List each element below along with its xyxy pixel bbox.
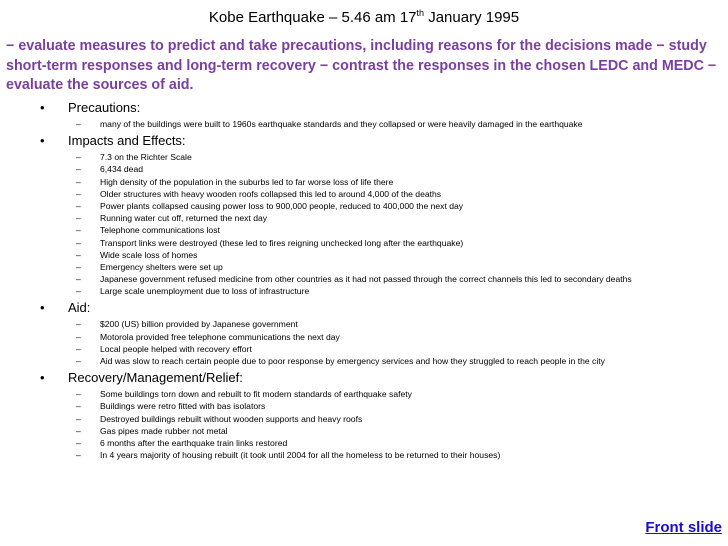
dash-bullet-icon: – [76,389,81,400]
dash-bullet-icon: – [76,401,81,412]
list-item-text: 6,434 dead [100,164,144,175]
front-slide-link[interactable]: Front slide [645,519,722,536]
list-item [0,118,728,130]
list-item-text: Large scale unemployment due to loss of infrastructure [100,286,310,297]
list-item-text: Running water cut off, returned the next day [100,213,268,224]
dash-bullet-icon: – [76,261,81,272]
learning-objective: − evaluate measures to predict and take precautions, including reasons for the decisions made − study short-term responses and long-term recovery − contrast the responses in the chosen LEDC and MEDC − evaluate the sources of aid. [6,38,717,93]
dash-bullet-icon: – [76,200,81,211]
list-item [0,151,728,163]
section-heading-label: Precautions: [68,100,141,115]
list-item [0,188,728,200]
bullet-icon: • [40,300,45,316]
section-heading-label: Aid: [68,300,91,316]
list-item-text: In 4 years majority of housing rebuilt (it took until 2004 for all the homeless to be returned to their houses) [100,450,501,461]
dash-bullet-icon: – [76,225,81,236]
list-item-text: Aid was slow to reach certain people due to poor response by emergency services and how they struggled to reach people in the city [100,356,605,366]
list-item [0,200,728,212]
list-item [0,273,728,285]
list-item-text: 6 months after the earthquake train links restored [100,437,288,448]
dash-bullet-icon: – [76,437,81,448]
dash-bullet-icon: – [76,119,81,129]
section-heading [0,367,728,388]
list-item-text: Buildings were retro fitted with bas isolators [100,401,266,412]
list-item-text: High density of the population in the suburbs led to far worse loss of life there [100,176,394,187]
dash-bullet-icon: – [76,188,81,199]
slide-outline [0,97,728,461]
dash-bullet-icon: – [76,213,81,224]
list-item-text: Power plants collapsed causing power loss to 900,000 people, reduced to 400,000 the next day [100,200,464,211]
list-item [0,212,728,224]
dash-bullet-icon: – [76,319,81,330]
list-item [0,237,728,249]
list-item [0,176,728,188]
list-item-text: Telephone communications lost [100,225,220,236]
list-item [0,437,728,449]
list-item [0,355,728,367]
list-item-text: Wide scale loss of homes [100,249,198,260]
bullet-icon: • [40,370,45,386]
dash-bullet-icon: – [76,331,81,342]
list-item-text: many of the buildings were built to 1960s earthquake standards and they collapsed or were heavily damaged in the earthquake [100,119,583,129]
list-item [0,388,728,400]
list-item [0,331,728,343]
list-item-text: Transport links were destroyed (these led to fires reigning unchecked long after the earthquake) [100,237,464,248]
list-item [0,413,728,425]
list-item-text: Gas pipes made rubber not metal [100,425,228,436]
list-item [0,449,728,461]
section-heading-label: Impacts and Effects: [68,133,186,149]
list-item [0,425,728,437]
dash-bullet-icon: – [76,425,81,436]
list-item-text: $200 (US) billion provided by Japanese government [100,319,298,330]
dash-bullet-icon: – [76,286,81,297]
bullet-icon: • [40,100,45,115]
list-item-text: Older structures with heavy wooden roofs collapsed this led to around 4,000 of the deaths [100,188,442,199]
title-main: Kobe Earthquake – 5.46 am 17 [208,9,417,26]
dash-bullet-icon: – [76,164,81,175]
dash-bullet-icon: – [76,450,81,461]
list-item-text: 7.3 on the Richter Scale [100,152,192,163]
list-item [0,249,728,261]
section-heading-label: Recovery/Management/Relief: [68,370,243,386]
list-item [0,400,728,412]
slide-title [0,8,728,28]
list-item-text: Emergency shelters were set up [100,261,223,272]
list-item [0,163,728,175]
dash-bullet-icon: – [76,152,81,163]
list-item [0,261,728,273]
dash-bullet-icon: – [76,413,81,424]
dash-bullet-icon: – [76,176,81,187]
section-heading [0,297,728,318]
title-rest: January 1995 [424,9,520,26]
list-item [0,224,728,236]
dash-bullet-icon: – [76,343,81,354]
title-superscript: th [416,8,425,18]
list-item-text: Destroyed buildings rebuilt without wooden supports and heavy roofs [100,413,363,424]
list-item [0,343,728,355]
dash-bullet-icon: – [76,237,81,248]
dash-bullet-icon: – [76,274,81,285]
dash-bullet-icon: – [76,249,81,260]
bullet-icon: • [40,133,45,149]
section-heading [0,130,728,151]
section-heading [0,97,728,118]
list-item [0,318,728,330]
list-item [0,285,728,297]
dash-bullet-icon: – [76,356,81,366]
list-item-text: Local people helped with recovery effort [100,343,252,354]
list-item-text: Japanese government refused medicine from other countries as it had not passed through the correct channels this led to secondary deaths [100,274,632,285]
list-item-text: Motorola provided free telephone communications the next day [100,331,340,342]
list-item-text: Some buildings torn down and rebuilt to fit modern standards of earthquake safety [100,389,412,400]
